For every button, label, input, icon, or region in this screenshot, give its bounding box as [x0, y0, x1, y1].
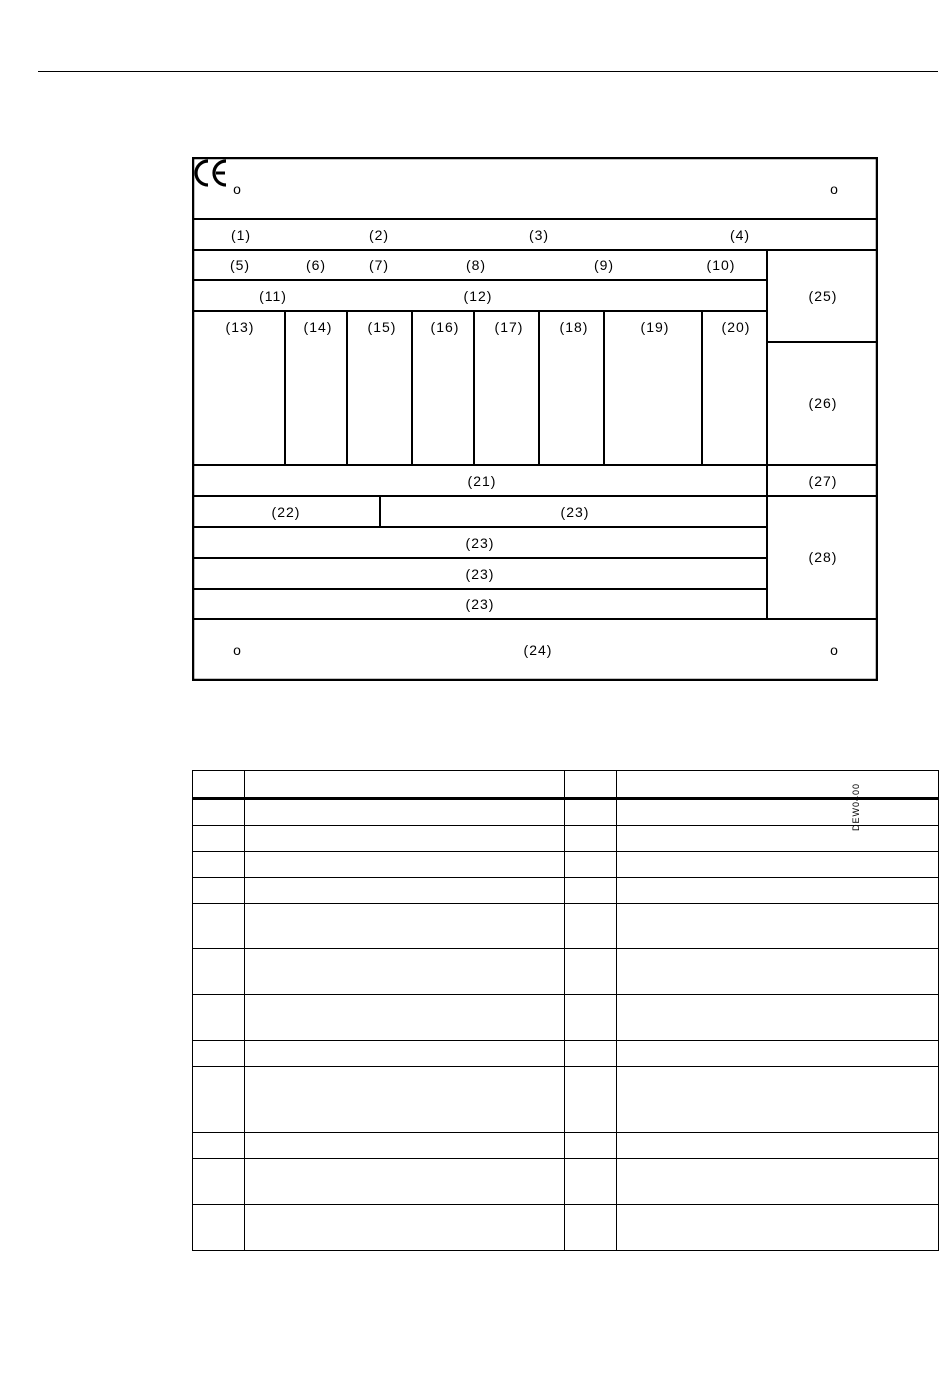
- field-label-2: (2): [368, 227, 390, 243]
- header-cell: [245, 771, 565, 799]
- field-label-23: (23): [465, 596, 495, 612]
- field-label-18: (18): [559, 319, 589, 335]
- field-label-4: (4): [729, 227, 751, 243]
- field-label-23: (23): [465, 535, 495, 551]
- table-row: [193, 799, 939, 826]
- legend-table: [192, 770, 939, 1251]
- field-label-21: (21): [467, 473, 497, 489]
- mounting-hole: o: [233, 181, 241, 197]
- table-row: [193, 826, 939, 852]
- table-row: [193, 878, 939, 904]
- field-label-12: (12): [463, 288, 493, 304]
- field-label-20: (20): [721, 319, 751, 335]
- field-label-10: (10): [706, 257, 736, 273]
- mounting-hole: o: [830, 642, 838, 658]
- field-label-14: (14): [303, 319, 333, 335]
- field-label-15: (15): [367, 319, 397, 335]
- field-label-9: (9): [593, 257, 615, 273]
- field-label-7: (7): [368, 257, 390, 273]
- table-row: [193, 1133, 939, 1159]
- field-label-26: (26): [808, 395, 838, 411]
- field-label-27: (27): [808, 473, 838, 489]
- table-row: [193, 1159, 939, 1205]
- header-rule: [38, 71, 938, 72]
- field-label-24: (24): [523, 642, 553, 658]
- ce-mark-icon: [192, 157, 232, 189]
- table-row: [193, 852, 939, 878]
- rating-plate-diagram: [192, 157, 878, 832]
- table-row: [193, 995, 939, 1041]
- field-label-19: (19): [640, 319, 670, 335]
- field-label-22: (22): [271, 504, 301, 520]
- mounting-hole: o: [830, 181, 838, 197]
- header-cell: [565, 771, 617, 799]
- table-row: [193, 1205, 939, 1251]
- table-header-row: [193, 771, 939, 799]
- table-row: [193, 1067, 939, 1133]
- field-label-17: (17): [494, 319, 524, 335]
- field-label-25: (25): [808, 288, 838, 304]
- field-label-5: (5): [229, 257, 251, 273]
- field-label-28: (28): [808, 549, 838, 565]
- header-cell: [193, 771, 245, 799]
- field-label-11: (11): [259, 288, 287, 304]
- table-row: [193, 949, 939, 995]
- field-label-23: (23): [465, 566, 495, 582]
- table-row: [193, 904, 939, 949]
- field-label-3: (3): [528, 227, 550, 243]
- mounting-hole: o: [233, 642, 241, 658]
- header-cell: [617, 771, 939, 799]
- field-label-8: (8): [465, 257, 487, 273]
- field-label-16: (16): [430, 319, 460, 335]
- field-label-1: (1): [230, 227, 252, 243]
- field-label-13: (13): [225, 319, 255, 335]
- drawing-code: DEW0400: [851, 782, 861, 832]
- field-label-23: (23): [560, 504, 590, 520]
- field-label-6: (6): [305, 257, 327, 273]
- table-row: [193, 1041, 939, 1067]
